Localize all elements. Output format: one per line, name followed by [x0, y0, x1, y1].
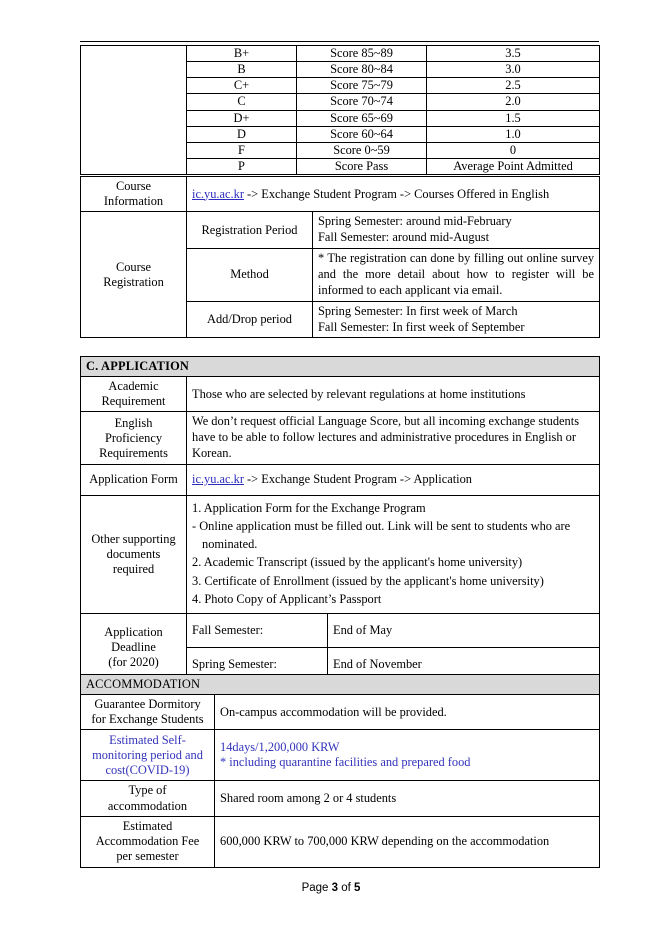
- deadline-term-spring: Spring Semester:: [187, 647, 328, 681]
- covid-selfmonitoring-label: [81, 730, 215, 781]
- course-information-value: [187, 177, 600, 212]
- english-proficiency-label-line1: English: [114, 415, 153, 430]
- english-proficiency-label: [81, 412, 187, 465]
- table-row-estimated-fee: [81, 816, 600, 867]
- point-cell: Average Point Admitted: [427, 158, 600, 174]
- guarantee-dormitory-label: [81, 695, 215, 730]
- score-cell: Score 60~64: [297, 126, 427, 142]
- course-registration-label-line2: Registration: [103, 274, 164, 289]
- guarantee-dormitory-value: On-campus accommodation will be provided.: [215, 695, 600, 730]
- table-row-type-of-accommodation: [81, 781, 600, 816]
- add-drop-period-label: Add/Drop period: [187, 301, 313, 338]
- type-of-accommodation-label-line1: Type of: [128, 783, 167, 798]
- course-registration-label: [81, 212, 187, 338]
- covid-selfmonitoring-label-line2: monitoring period and: [92, 747, 203, 762]
- grading-scale-table: [80, 45, 600, 175]
- table-row-other-documents: [81, 496, 600, 614]
- list-item: - Online application must be filled out. Link will be sent to students who are: [192, 519, 571, 534]
- score-cell: Score 65~69: [297, 110, 427, 126]
- course-information-label-line2: Information: [103, 194, 164, 209]
- add-drop-line1: Spring Semester: In first week of March: [318, 303, 518, 318]
- table-row-application-form: [81, 465, 600, 496]
- application-form-label: Application Form: [81, 465, 187, 496]
- point-cell: 3.0: [427, 62, 600, 78]
- deadline-term-fall: Fall Semester:: [187, 613, 328, 647]
- grade-cell: C: [187, 94, 297, 110]
- list-item: 4. Photo Copy of Applicant’s Passport: [192, 591, 382, 606]
- table-row-academic-requirement: [81, 377, 600, 412]
- table-row-deadline-fall: [81, 613, 600, 647]
- english-proficiency-value: [187, 412, 600, 465]
- estimated-fee-label: [81, 816, 215, 867]
- list-item: 1. Application Form for the Exchange Program: [192, 501, 426, 515]
- add-drop-line2: Fall Semester: In first week of September: [318, 319, 525, 334]
- accommodation-table: [80, 674, 600, 868]
- table-row-course-information: [81, 177, 600, 212]
- registration-period-line1: Spring Semester: around mid-February: [318, 214, 512, 229]
- application-deadline-label-line2: Deadline: [111, 639, 156, 654]
- estimated-fee-label-line1: Estimated: [122, 818, 173, 833]
- table-row-covid-selfmonitoring: [81, 730, 600, 781]
- grade-cell: B+: [187, 46, 297, 62]
- type-of-accommodation-label: [81, 781, 215, 816]
- table-row-guarantee-dormitory: [81, 695, 600, 730]
- table-row-english-proficiency: [81, 412, 600, 465]
- estimated-fee-label-line3: per semester: [116, 849, 179, 864]
- grade-cell: C+: [187, 78, 297, 94]
- deadline-date-spring: End of November: [328, 647, 600, 681]
- other-documents-label-line1: Other supporting: [91, 531, 176, 546]
- guarantee-dormitory-label-line1: Guarantee Dormitory: [94, 697, 201, 712]
- application-deadline-label-line1: Application: [104, 624, 163, 639]
- grade-cell: D+: [187, 110, 297, 126]
- score-cell: Score 0~59: [297, 142, 427, 158]
- list-item: 2. Academic Transcript (issued by the applicant's home university): [192, 555, 523, 570]
- list-item: 3. Certificate of Enrollment (issued by the applicant's home university): [192, 573, 544, 588]
- estimated-fee-value: 600,000 KRW to 700,000 KRW depending on the accommodation: [215, 816, 600, 867]
- footer-total-pages: 5: [354, 882, 361, 894]
- footer-middle: of: [338, 882, 355, 894]
- covid-note-line: * including quarantine facilities and prepared food: [220, 755, 471, 770]
- course-registration-label-line1: Course: [115, 259, 152, 274]
- application-form-path: -> Exchange Student Program -> Application: [243, 472, 472, 487]
- other-documents-list: [187, 496, 600, 614]
- covid-selfmonitoring-value: [215, 730, 600, 781]
- application-section-title: C. APPLICATION: [81, 357, 600, 377]
- table-row-accommodation-header: [81, 675, 600, 695]
- other-documents-label-line3: required: [112, 561, 155, 576]
- point-cell: 1.5: [427, 110, 600, 126]
- table-row-application-header: [81, 357, 600, 377]
- course-information-path: -> Exchange Student Program -> Courses Offered in English: [243, 186, 550, 201]
- english-proficiency-label-line3: Requirements: [99, 445, 168, 460]
- other-documents-label-line2: documents: [106, 546, 161, 561]
- registration-period-value: [313, 212, 600, 249]
- other-documents-label: [81, 496, 187, 614]
- registration-period-label: Registration Period: [187, 212, 313, 249]
- point-cell: 0: [427, 142, 600, 158]
- registration-period-line2: Fall Semester: around mid-August: [318, 230, 490, 245]
- academic-requirement-label-line2: Requirement: [101, 394, 166, 409]
- add-drop-period-value: [313, 301, 600, 338]
- score-cell: Score 85~89: [297, 46, 427, 62]
- table-row-registration-period: [81, 212, 600, 249]
- course-information-label-line1: Course: [115, 179, 152, 193]
- method-label: Method: [187, 249, 313, 302]
- estimated-fee-label-line2: Accommodation Fee: [95, 834, 200, 849]
- point-cell: 3.5: [427, 46, 600, 62]
- grade-cell: P: [187, 158, 297, 174]
- application-form-value: [187, 465, 600, 496]
- application-deadline-label-line3: (for 2020): [108, 654, 159, 669]
- course-information-label: [81, 177, 187, 212]
- score-cell: Score 70~74: [297, 94, 427, 110]
- type-of-accommodation-label-line2: accommodation: [107, 798, 188, 813]
- covid-selfmonitoring-label-line1: Estimated Self-: [109, 732, 186, 747]
- ic-yu-ac-kr-link[interactable]: ic.yu.ac.kr: [192, 186, 244, 201]
- footer-prefix: Page: [301, 882, 332, 894]
- score-cell: Score 75~79: [297, 78, 427, 94]
- score-cell: Score Pass: [297, 158, 427, 174]
- table-top-rule: [80, 41, 599, 42]
- academic-requirement-value: Those who are selected by relevant regulations at home institutions: [187, 377, 600, 412]
- footer-page-number: 3: [331, 882, 339, 894]
- accommodation-section-title: ACCOMMODATION: [81, 675, 600, 695]
- guarantee-dormitory-label-line2: for Exchange Students: [91, 712, 204, 727]
- academic-requirement-label-line1: Academic: [108, 379, 159, 394]
- point-cell: 2.0: [427, 94, 600, 110]
- table-row: [81, 46, 600, 62]
- score-cell: Score 80~84: [297, 62, 427, 78]
- covid-selfmonitoring-label-line3: cost(COVID-19): [105, 762, 190, 777]
- type-of-accommodation-value: Shared room among 2 or 4 students: [215, 781, 600, 816]
- grade-cell: B: [187, 62, 297, 78]
- grade-section-label: [81, 46, 187, 175]
- grade-cell: D: [187, 126, 297, 142]
- point-cell: 2.5: [427, 78, 600, 94]
- list-item: nominated.: [202, 537, 258, 552]
- academic-requirement-label: [81, 377, 187, 412]
- english-proficiency-label-line2: Proficiency: [104, 430, 163, 445]
- point-cell: 1.0: [427, 126, 600, 142]
- method-text: * The registration can done by filling out online survey and the more detail about how to register will be informed to each applicant via email.: [318, 251, 595, 297]
- method-value: [313, 249, 600, 302]
- course-info-registration-table: [80, 176, 600, 338]
- covid-cost-line: 14days/1,200,000 KRW: [220, 739, 340, 754]
- grade-cell: F: [187, 142, 297, 158]
- ic-yu-ac-kr-link[interactable]: ic.yu.ac.kr: [192, 472, 244, 487]
- application-table: [80, 356, 600, 682]
- deadline-date-fall: End of May: [328, 613, 600, 647]
- application-deadline-label: [81, 613, 187, 681]
- page-footer: [0, 882, 662, 894]
- english-proficiency-text: We don’t request official Language Score, but all incoming exchange students have to be able to follow lectures and administrative procedures in English or Korean.: [192, 414, 580, 461]
